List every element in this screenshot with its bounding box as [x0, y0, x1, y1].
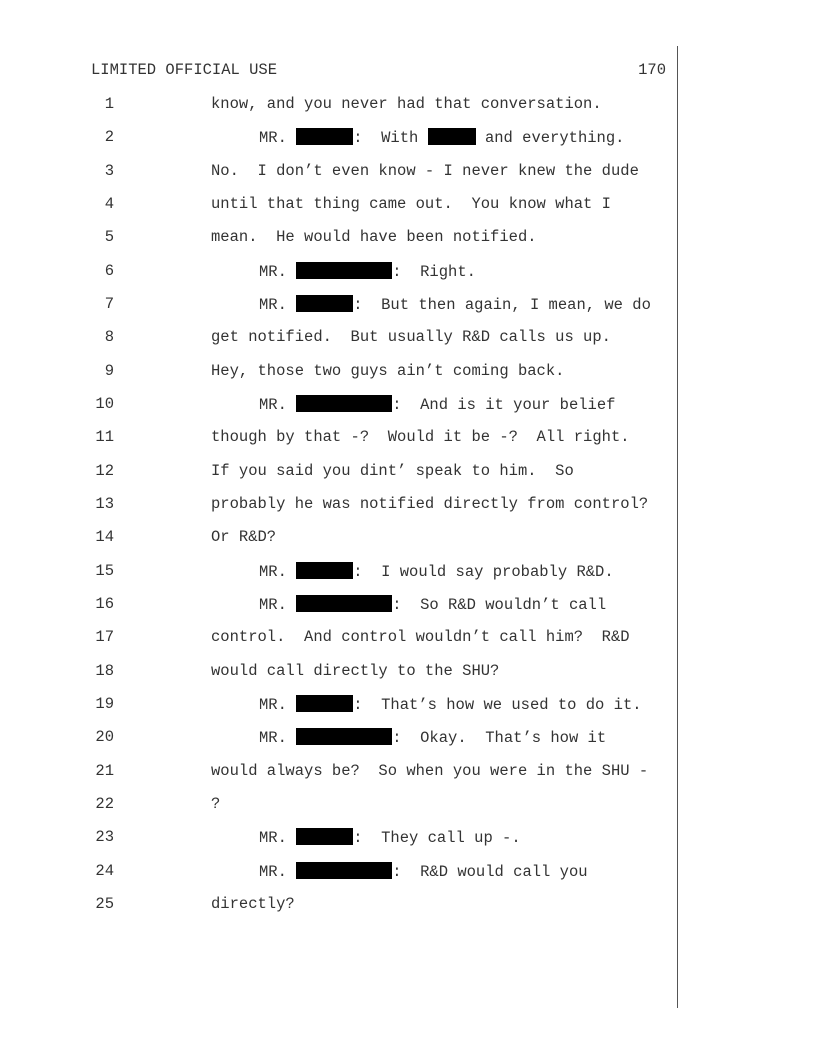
line-number: 10	[95, 395, 114, 413]
line-text: mean. He would have been notified.	[211, 228, 537, 246]
redacted-name	[296, 128, 353, 145]
speaker-line	[259, 562, 614, 581]
speaker-line	[259, 295, 651, 314]
transcript-line	[0, 562, 680, 586]
transcript-line	[0, 195, 680, 219]
line-number: 14	[95, 528, 114, 546]
transcript-line	[0, 462, 680, 486]
line-number: 2	[104, 128, 114, 146]
line-text: : And is it your belief	[392, 396, 616, 414]
transcript-line	[0, 495, 680, 519]
speaker-prefix: MR.	[259, 396, 287, 414]
line-number: 7	[104, 295, 114, 313]
line-number: 23	[95, 828, 114, 846]
redacted-name	[296, 295, 353, 312]
line-text: : With	[353, 129, 428, 147]
speaker-line	[259, 262, 476, 281]
line-text: Hey, those two guys ain’t coming back.	[211, 362, 565, 380]
speaker-prefix: MR.	[259, 563, 287, 581]
transcript-line	[0, 895, 680, 919]
line-number: 4	[104, 195, 114, 213]
line-text: : Right.	[392, 263, 476, 281]
redacted-name	[296, 828, 353, 845]
speaker-line	[259, 862, 588, 881]
line-text: though by that -? Would it be -? All right.	[211, 428, 630, 446]
line-number: 12	[95, 462, 114, 480]
speaker-line	[259, 395, 615, 414]
transcript-line	[0, 295, 680, 319]
speaker-prefix: MR.	[259, 263, 287, 281]
line-number: 5	[104, 228, 114, 246]
line-number: 20	[95, 728, 114, 746]
transcript-line	[0, 362, 680, 386]
line-text: know, and you never had that conversation.	[211, 95, 602, 113]
transcript-line	[0, 528, 680, 552]
line-number: 21	[95, 762, 114, 780]
line-text: ?	[211, 795, 221, 813]
transcript-line	[0, 628, 680, 652]
line-text: Or R&D?	[211, 528, 277, 546]
transcript-line	[0, 595, 680, 619]
line-text: If you said you dint’ speak to him. So	[211, 462, 574, 480]
transcript-line	[0, 662, 680, 686]
line-number: 19	[95, 695, 114, 713]
line-text: directly?	[211, 895, 295, 913]
transcript-line	[0, 695, 680, 719]
redacted-name	[296, 395, 392, 412]
transcript-line	[0, 262, 680, 286]
line-text: get notified. But usually R&D calls us up.	[211, 328, 611, 346]
line-text: : R&D would call you	[392, 863, 588, 881]
line-number: 3	[104, 162, 114, 180]
transcript-line	[0, 228, 680, 252]
speaker-prefix: MR.	[259, 129, 287, 147]
page-number: 170	[638, 61, 666, 79]
speaker-prefix: MR.	[259, 596, 287, 614]
redacted-name	[296, 862, 392, 879]
transcript-line	[0, 828, 680, 852]
speaker-line	[259, 595, 606, 614]
redacted-name	[428, 128, 476, 145]
transcript-line	[0, 428, 680, 452]
speaker-line	[259, 828, 521, 847]
line-text: : They call up -.	[353, 829, 521, 847]
line-number: 9	[104, 362, 114, 380]
speaker-prefix: MR.	[259, 863, 287, 881]
line-text: control. And control wouldn’t call him? R&D	[211, 628, 630, 646]
transcript-line	[0, 795, 680, 819]
line-number: 17	[95, 628, 114, 646]
line-text: would always be? So when you were in the SHU -	[211, 762, 649, 780]
line-number: 22	[95, 795, 114, 813]
speaker-prefix: MR.	[259, 829, 287, 847]
line-number: 6	[104, 262, 114, 280]
line-text: probably he was notified directly from control?	[211, 495, 649, 513]
redacted-name	[296, 695, 353, 712]
line-text: : That’s how we used to do it.	[353, 696, 642, 714]
line-number: 13	[95, 495, 114, 513]
line-text: until that thing came out. You know what I	[211, 195, 611, 213]
transcript-line	[0, 862, 680, 886]
line-number: 18	[95, 662, 114, 680]
line-text: : So R&D wouldn’t call	[392, 596, 607, 614]
speaker-prefix: MR.	[259, 696, 287, 714]
line-number: 24	[95, 862, 114, 880]
line-number: 25	[95, 895, 114, 913]
speaker-prefix: MR.	[259, 296, 287, 314]
line-number: 15	[95, 562, 114, 580]
speaker-line	[259, 128, 624, 147]
transcript-line	[0, 95, 680, 119]
transcript-line	[0, 395, 680, 419]
line-text: No. I don’t even know - I never knew the dude	[211, 162, 639, 180]
classification-header: LIMITED OFFICIAL USE	[91, 61, 278, 79]
speaker-line	[259, 728, 606, 747]
line-number: 16	[95, 595, 114, 613]
line-number: 11	[95, 428, 114, 446]
line-number: 1	[104, 95, 114, 113]
line-text: : Okay. That’s how it	[392, 729, 607, 747]
redacted-name	[296, 262, 392, 279]
speaker-line	[259, 695, 642, 714]
redacted-name	[296, 562, 353, 579]
line-text: would call directly to the SHU?	[211, 662, 500, 680]
line-number: 8	[104, 328, 114, 346]
transcript-line	[0, 728, 680, 752]
transcript-line	[0, 162, 680, 186]
transcript-line	[0, 762, 680, 786]
redacted-name	[296, 728, 392, 745]
line-text: : But then again, I mean, we do	[353, 296, 651, 314]
transcript-line	[0, 328, 680, 352]
line-text: : I would say probably R&D.	[353, 563, 614, 581]
transcript-line	[0, 128, 680, 152]
redacted-name	[296, 595, 392, 612]
speaker-prefix: MR.	[259, 729, 287, 747]
line-text: and everything.	[475, 129, 625, 147]
